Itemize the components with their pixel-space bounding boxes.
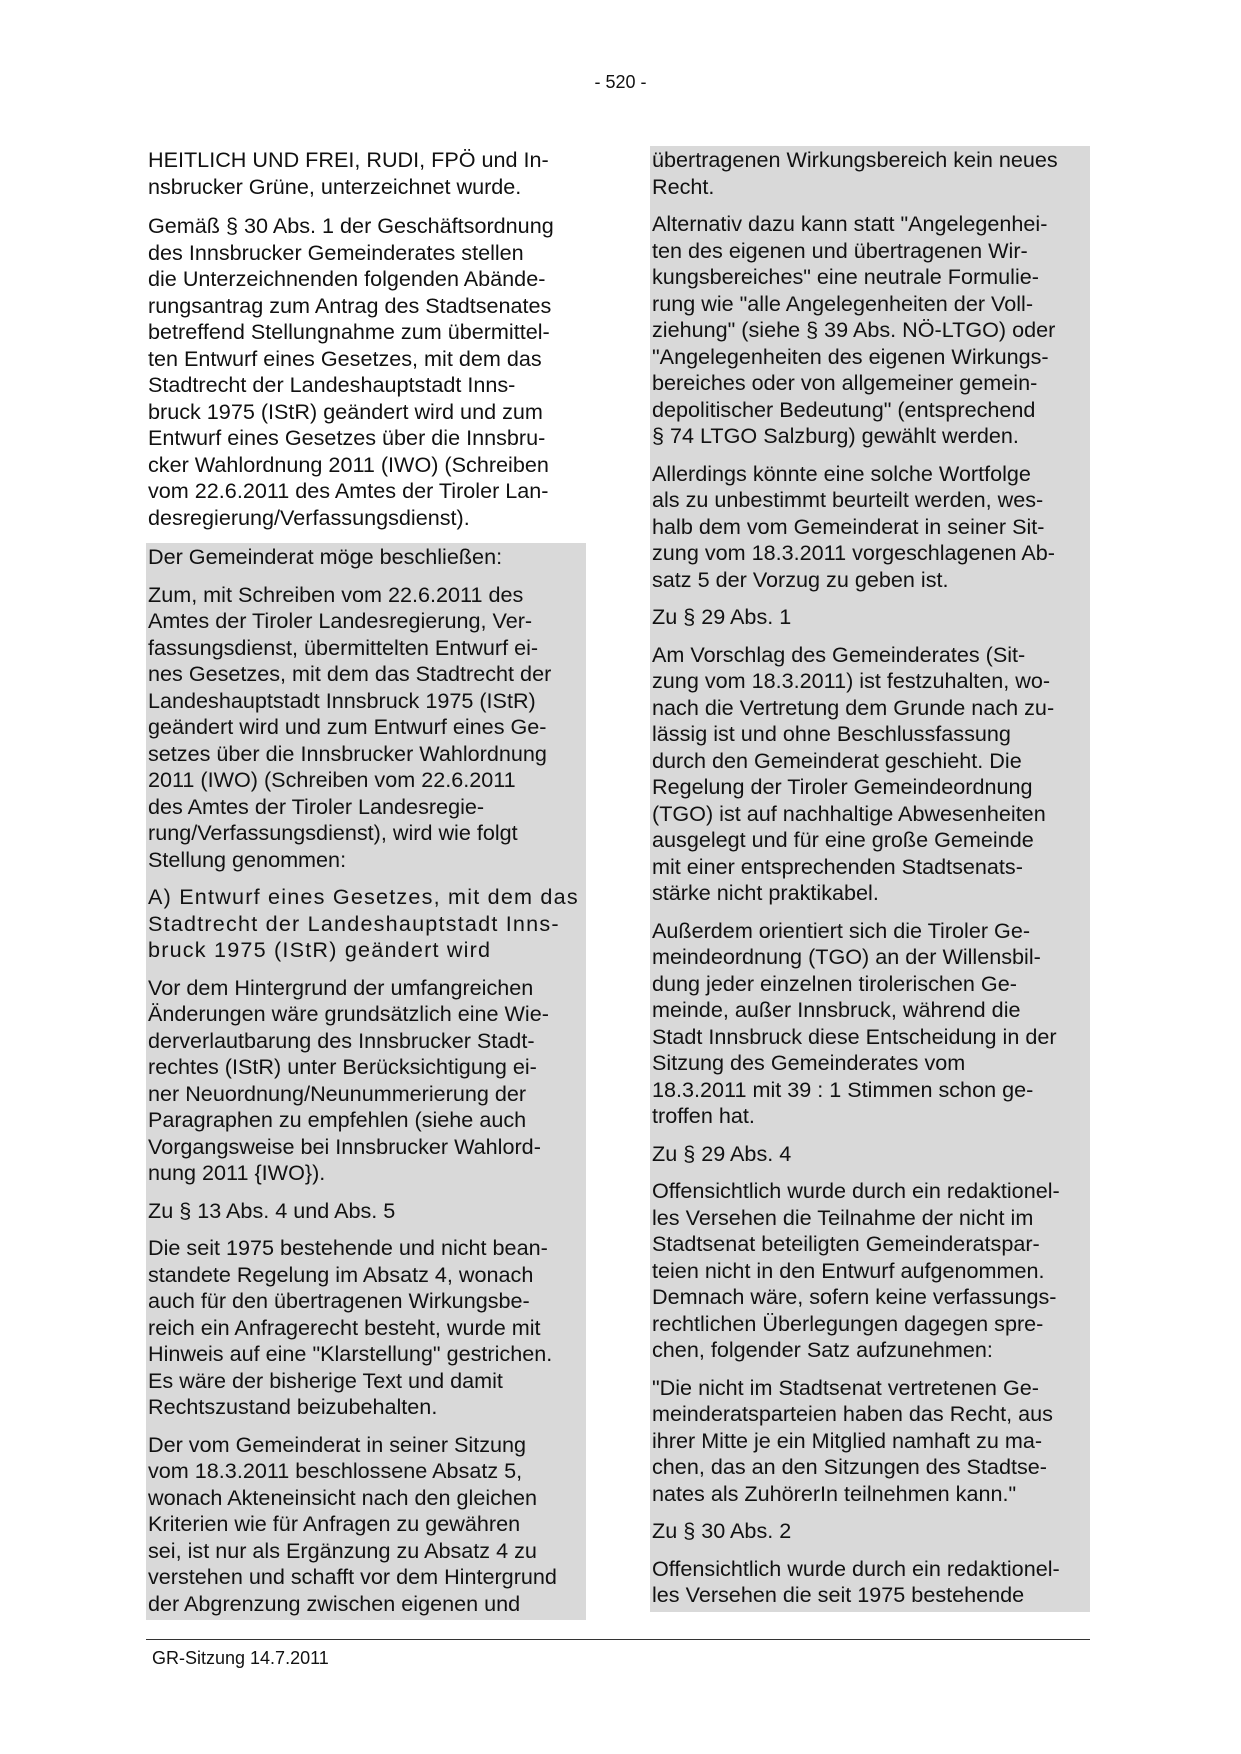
paragraph: übertragenen Wirkungsbereich kein neues Recht. [652,147,1058,199]
paragraph: Offensichtlich wurde durch ein redaktionel- les Versehen die Teilnahme der nicht im Stadtsenat beteiligten Gemeinderatspar- teien nicht in den Entwurf aufgenommen. Demnach wäre, sofern keine verfassungs- rechtlichen Überlegungen dagegen spre- chen, folgender Satz aufzunehmen: [652,1178,1060,1362]
right-column [650,146,1090,1612]
paragraph: Allerdings könnte eine solche Wortfolge als zu unbestimmt beurteilt werden, wes- halb dem vom Gemeinderat in seiner Sit- zung vom 18.3.2011 vorgeschlagenen Ab- satz 5 der Vorzug zu geben ist. [652,460,1055,592]
page-number: - 520 - [594,72,647,92]
section-heading: Zu § 29 Abs. 1 [652,604,792,629]
footer-divider [146,1639,1090,1640]
paragraph: Außerdem orientiert sich die Tiroler Ge- meindeordnung (TGO) an der Willensbil- dung jeder einzelnen tirolerischen Ge- meinde, außer Innsbruck, während die Stadt Innsbruck diese Entscheidung in der Sitzung des Gemeinderates vom 18.3.2011 mit 39 : 1 Stimmen schon ge- troffen hat. [652,917,1057,1128]
paragraph: Der vom Gemeinderat in seiner Sitzung vom 18.3.2011 beschlossene Absatz 5, wonach Akteneinsicht nach den gleichen Kriterien wie für Anfragen zu gewähren sei, ist nur als Ergänzung zu Absatz 4 zu verstehen und schafft vor dem Hintergrund der Abgrenzung zwischen eigenen und [148,1431,557,1616]
paragraph: Am Vorschlag des Gemeinderates (Sit- zung vom 18.3.2011) ist festzuhalten, wo- nach die Vertretung dem Grunde nach zu- lässig ist und ohne Beschlussfassung durch den Gemeinderat geschieht. Die Regelung der Tiroler Gemeindeordnung (TGO) ist auf nachhaltige Abwesenheiten ausgelegt und für eine große Gemeinde mit einer entsprechenden Stadtsenats- stärke nicht praktikabel. [652,641,1055,905]
quoted-clause: "Die nicht im Stadtsenat vertretenen Ge- meinderatsparteien haben das Recht, aus ihrer Mitte je ein Mitglied namhaft zu ma- chen, das an den Sitzungen des Stadtse- nates als ZuhörerIn teilnehmen kann." [652,1374,1053,1506]
amendment-text-block [146,543,586,1620]
paragraph: Offensichtlich wurde durch ein redaktionel- les Versehen die seit 1975 bestehende [652,1555,1060,1607]
section-heading: Zu § 29 Abs. 4 [652,1140,792,1166]
left-column [146,146,586,1620]
resolution-intro: Der Gemeinderat möge beschließen: [148,544,503,569]
paragraph: Die seit 1975 bestehende und nicht bean- standete Regelung im Absatz 4, wonach auch für den übertragenen Wirkungsbe- reich ein Anfragerecht besteht, wurde mit Hinweis auf eine "Klarstellung" gestrichen. Es wäre der bisherige Text und damit Rechtszustand beizubehalten. [148,1235,553,1419]
amendment-text-block [650,146,1090,1612]
paragraph: Alternativ dazu kann statt "Angelegenhei- ten des eigenen und übertragenen Wir- kungsbereiches" eine neutrale Formulie- rung wie "alle Angelegenheiten der Voll- ziehung" (siehe § 39 Abs. NÖ-LTGO) oder "Angelegenheiten des eigenen Wirkungs- bereiches oder von allgemeiner gemein- depolitischer Bedeutung" (entsprechend § 74 LTGO Salzburg) gewählt werden. [652,211,1056,448]
section-heading: Zu § 13 Abs. 4 und Abs. 5 [148,1197,396,1223]
section-heading: Zu § 30 Abs. 2 [652,1518,792,1543]
paragraph: Vor dem Hintergrund der umfangreichen Änderungen wäre grundsätzlich eine Wie- derverlautbarung des Innsbrucker Stadt- rechtes (IStR) unter Berücksichtigung ei- ner Neuordnung/Neunummerierung der Paragraphen zu empfehlen (siehe auch Vorgangsweise bei Innsbrucker Wahlord- nung 2011 {IWO}). [148,974,549,1185]
section-heading: A) Entwurf eines Gesetzes, mit dem das Stadtrecht der Landeshauptstadt Inns- bruck 1975 (IStR) geändert wird [148,884,579,962]
footer-text: GR-Sitzung 14.7.2011 [152,1648,329,1668]
paragraph: Gemäß § 30 Abs. 1 der Geschäftsordnung des Innsbrucker Gemeinderates stellen die Unterzeichnenden folgenden Abände- rungsantrag zum Antrag des Stadtsenates betreffend Stellungnahme zum übermittel- ten Entwurf eines Gesetzes, mit dem das Stadtrecht der Landeshauptstadt Inns- bruck 1975 (IStR) geändert wird und zum Entwurf eines Gesetzes über die Innsbru- cker Wahlordnung 2011 (IWO) (Schreiben vom 22.6.2011 des Amtes der Tiroler Lan- desregierung/Verfassungsdienst). [148,213,554,530]
paragraph: Zum, mit Schreiben vom 22.6.2011 des Amtes der Tiroler Landesregierung, Ver- fassungsdienst, übermittelten Entwurf ei- nes Gesetzes, mit dem das Stadtrecht der Landeshauptstadt Innsbruck 1975 (IStR) geändert wird und zum Entwurf eines Ge- setzes über die Innsbrucker Wahlordnung 2011 (IWO) (Schreiben vom 22.6.2011 des Amtes der Tiroler Landesregie- rung/Verfassungsdienst), wird wie folgt Stellung genommen: [148,581,552,872]
paragraph: HEITLICH UND FREI, RUDI, FPÖ und In- nsbrucker Grüne, unterzeichnet wurde. [148,147,549,199]
